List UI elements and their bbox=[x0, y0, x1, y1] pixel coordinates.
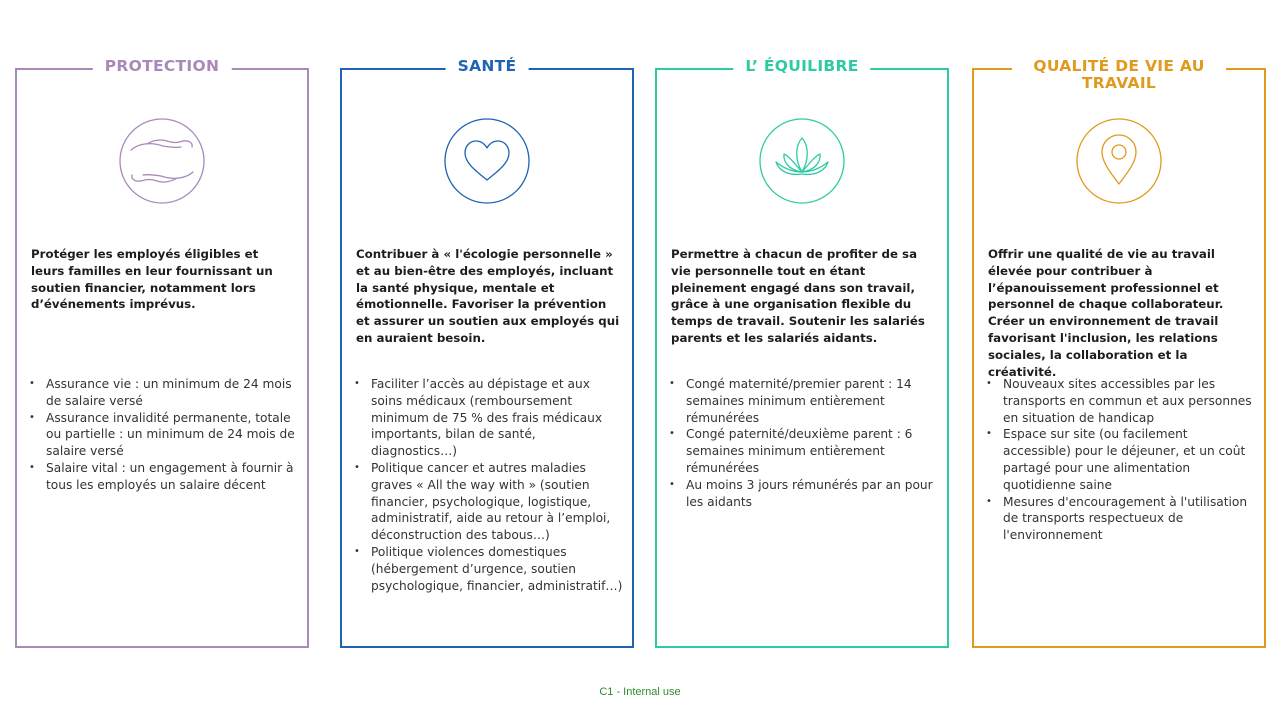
card-title: L’ ÉQUILIBRE bbox=[733, 58, 870, 75]
list-item: • Politique violences domestiques (hébergement d’urgence, soutien psychologique, financier, administratif…) bbox=[350, 544, 624, 594]
list-item: • Espace sur site (ou facilement accessible) pour le déjeuner, et un coût partagé pour une alimentation quotidienne saine bbox=[982, 426, 1256, 493]
card-equilibre bbox=[655, 57, 949, 648]
list-item: • Assurance vie : un minimum de 24 mois de salaire versé bbox=[25, 376, 299, 410]
card-description: Protéger les employés éligibles et leurs familles en leur fournissant un soutien financier, notamment lors d’événements imprévus. bbox=[31, 247, 273, 312]
bullet-list bbox=[982, 376, 1256, 544]
list-item: • Au moins 3 jours rémunérés par an pour les aidants bbox=[665, 477, 939, 511]
bullet-list bbox=[350, 376, 624, 594]
list-item: • Mesures d'encouragement à l'utilisation de transports respectueux de l'environnement bbox=[982, 494, 1256, 544]
card-description: Offrir une qualité de vie au travail élevée pour contribuer à l’épanouissement professionnel et personnel de chaque collaborateur. Créer un environnement de travail favorisant l'inclusion, les relations sociales, la collaboration et la créativité. bbox=[988, 247, 1224, 379]
list-item: • Congé maternité/premier parent : 14 semaines minimum entièrement rémunérées bbox=[665, 376, 939, 426]
bullet-list bbox=[665, 376, 939, 510]
lotus-icon bbox=[757, 116, 847, 206]
classification-footer: C1 - Internal use bbox=[599, 686, 681, 698]
list-item: • Salaire vital : un engagement à fournir à tous les employés un salaire décent bbox=[25, 460, 299, 494]
bullet-list bbox=[25, 376, 299, 494]
list-item: • Assurance invalidité permanente, totale ou partielle : un minimum de 24 mois de salaire versé bbox=[25, 410, 299, 460]
card-description: Contribuer à « l'écologie personnelle » et au bien-être des employés, incluant la santé physique, mentale et émotionnelle. Favoriser la prévention et assurer un soutien aux employés qui en auraient besoin. bbox=[356, 247, 620, 345]
card-title: SANTÉ bbox=[446, 58, 529, 75]
card-qualite-de-vie bbox=[972, 57, 1266, 648]
list-item: • Politique cancer et autres maladies graves « All the way with » (soutien financier, psychologique, logistique, administratif, aide au retour à l’emploi, déconstruction des tabous…) bbox=[350, 460, 624, 544]
list-item: • Nouveaux sites accessibles par les transports en commun et aux personnes en situation de handicap bbox=[982, 376, 1256, 426]
list-item: • Congé paternité/deuxième parent : 6 semaines minimum entièrement rémunérées bbox=[665, 426, 939, 476]
heart-icon bbox=[442, 116, 532, 206]
list-item: • Faciliter l’accès au dépistage et aux soins médicaux (remboursement minimum de 75 % des frais médicaux importants, bilan de santé, diagnostics…) bbox=[350, 376, 624, 460]
card-title: QUALITÉ DE VIE AU TRAVAIL bbox=[1012, 58, 1226, 92]
card-sante bbox=[340, 57, 634, 648]
location-pin-icon bbox=[1074, 116, 1164, 206]
card-title: PROTECTION bbox=[93, 58, 232, 75]
card-description: Permettre à chacun de profiter de sa vie personnelle tout en étant pleinement engagé dans son travail, grâce à une organisation flexible du temps de travail. Soutenir les salariés parents et les salariés aidants. bbox=[671, 247, 925, 345]
card-protection bbox=[15, 57, 309, 648]
hands-protection-icon bbox=[117, 116, 207, 206]
